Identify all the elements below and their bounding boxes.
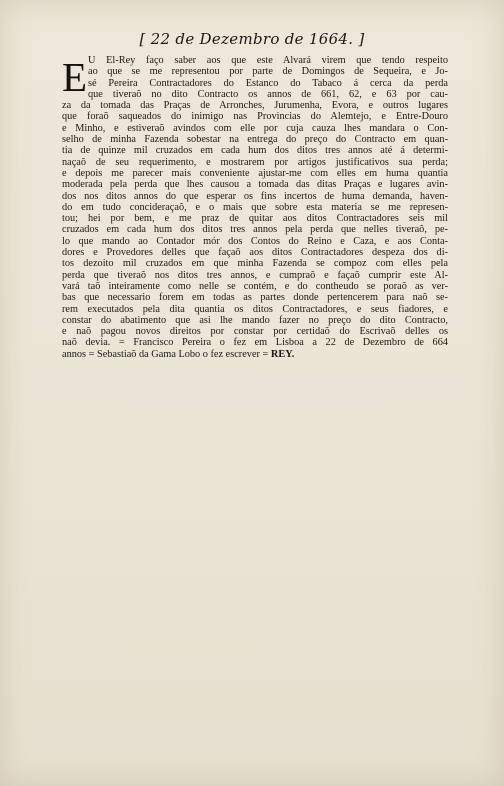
- text-line: U El-Rey faço saber aos que este Alvará virem que tendo respeito: [88, 55, 448, 66]
- text-line: vará taõ inteiramente como nelle se contém, e do contheudo se poraõ as ver-: [62, 280, 448, 292]
- text-line: za da tomada das Praças de Arronches, Jurumenha, Evora, e outros lugares: [62, 100, 448, 112]
- text-line: cruzados em cada hum dos ditos tres annos pela perda que nelles tiveraõ, pe-: [62, 224, 448, 236]
- text-line: tia de quinze mil cruzados em cada hum dos ditos tres annos até á determi-: [62, 145, 448, 157]
- text-line: e naõ pagou novos direitos por constar por certidaõ do Escrivaõ delles os: [62, 326, 448, 338]
- text-line: perda que tiveraõ nos ditos tres annos, e cumpraõ e façaõ cumprir este Al-: [62, 269, 448, 281]
- text-line: tos dezoito mil cruzados em que minha Fazenda se compoz com elles pela: [62, 258, 448, 270]
- drop-cap: E: [62, 54, 88, 100]
- text-line: selho de minha Fazenda sobestar na entrega do preço do Contracto em quan-: [62, 134, 448, 146]
- text-line: dores e Provedores delles que façaõ aos ditos Contractadores despeza dos di-: [62, 247, 448, 259]
- text-line: lo que mando ao Contador mór dos Contos do Reino e Caza, e aos Conta-: [62, 235, 448, 247]
- text-line: naõ devia. = Francisco Pereira o fez em Lisboa a 22 de Dezembro de 664: [62, 337, 448, 349]
- text-line: naçaõ de seu requerimento, e mostrarem por artigos justificativos sua perda;: [62, 156, 448, 168]
- text-line: e Minho, e estiveraõ avindos com elle por cuja cauza lhes mandara o Con-: [62, 122, 448, 134]
- text-line: rem executados pela dita quantia os ditos Contractadores, e seus fiadores, e: [62, 303, 448, 315]
- document-body: [62, 55, 448, 360]
- page-title: [ 22 de Dezembro de 1664. ]: [139, 30, 365, 48]
- text-line: tou; hei por bem, e me praz de quitar aos ditos Contractadores seis mil: [62, 213, 448, 225]
- text-line: moderada pela perda que lhes causou a tomada das ditas Praças e lugares avin-: [62, 179, 448, 191]
- text-line: que tiveraõ no dito Contracto os annos de 661, 62, e 63 por cau-: [88, 88, 448, 100]
- text-line: constar do abatimento que asi lhe mando fazer no preço do dito Contracto,: [62, 314, 448, 326]
- signature-rey: REY.: [270, 348, 295, 360]
- text-line: dos nos ditos annos do que esperar os fins incertos de huma demanda, haven-: [62, 190, 448, 202]
- text-line: do em tudo concideraçaõ, e o mais que sobre esta materia se me represen-: [62, 201, 448, 213]
- text-line: [62, 349, 448, 360]
- closing-text: annos = Sebastiaõ da Gama Lobo o fez escrever =: [62, 348, 269, 360]
- text-line: bas que necessario forem em todas as partes donde pertencerem para naõ se-: [62, 292, 448, 304]
- text-line: sé Pereira Contractadores do Estanco do Tabaco á cerca da perda: [88, 77, 448, 89]
- text-line: que foraõ saqueados do inimigo nas Provincias do Alemtejo, e Entre-Douro: [62, 111, 448, 123]
- text-line: e depois me parecer mais conveniente ajustar-me com elles em huma quantia: [62, 167, 448, 179]
- text-line: ao que se me representou por parte de Domingos de Sequeira, e Jo-: [88, 66, 448, 78]
